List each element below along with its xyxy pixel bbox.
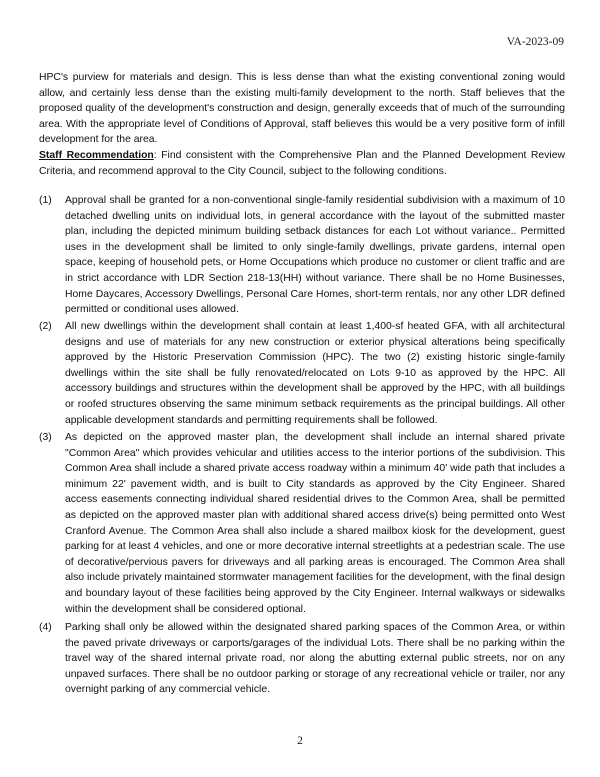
condition-item-1 — [39, 193, 565, 318]
condition-number: (1) — [39, 195, 52, 206]
condition-item-3 — [39, 430, 565, 617]
intro-paragraph: HPC's purview for materials and design. This is less dense than what the existing conventional zoning would allow, and certainly less dense than the existing multi-family development to the north. Staff believes that the proposed quality of the development's construction and design, generally exceeds that of much of the surrounding area. With the appropriate level of Conditions of Approval, staff believes this would be a very positive form of infill development for the area. — [39, 72, 565, 146]
document-id: VA-2023-09 — [506, 36, 564, 48]
condition-text: Parking shall only be allowed within the designated shared parking spaces of the Common Area, or within the paved private driveways or carports/garages of the individual Lots. There shall be no parking within the travel way of the shared internal private road, nor along the abutting external public streets, nor on any unpaved surfaces. There shall be no outdoor parking or storage of any recreational vehicle or trailer, nor any overnight parking of any commercial vehicle. — [65, 622, 565, 696]
condition-number: (2) — [39, 321, 52, 332]
condition-text: All new dwellings within the development shall contain at least 1,400-sf heated GFA, with all architectural designs and use of materials for any new construction or exterior physical alterations being specifically approved by the Historic Preservation Commission (HPC). The two (2) existing historic single-family dwellings within the site shall be fully renovated/relocated on Lots 9-10 as approved by the HPC. All accessory buildings and structures within the development shall be approved by the HPC, with all buildings or roofed structures observing the same minimum setback requirements as the principal buildings. All other applicable development standards and permitting requirements shall be followed. — [65, 321, 565, 426]
staff-recommendation-paragraph — [39, 148, 565, 179]
staff-recommendation-label: Staff Recommendation — [39, 150, 154, 161]
condition-text: As depicted on the approved master plan, the development shall include an internal shared private "Common Area" which provides vehicular and utilities access to the interior portions of the subdivision. This Common Area shall include a shared private access roadway within a minimum 40' wide path that includes a minimum 22' pavement width, and is built to City standards as approved by the City Engineer. Shared access easements connecting individual shared residential drives to the Common Area, shall be permitted as depicted on the approved master plan with additional shared access drive(s) being permitted onto West Cranford Avenue. The Common Area shall also include a shared mailbox kiosk for the development, guest parking for at least 4 vehicles, and one or more decorative internal streetlights at a pedestrian scale. The use of decorative/pervious pavers for driveways and all parking areas is encouraged. The Common Area shall also include privately maintained stormwater management facilities for the development, with the final design and boundary layout of these facilities being approved by the City Engineer. Internal walkways or sidewalks within the development shall be considered optional. — [65, 432, 565, 615]
condition-item-2 — [39, 319, 565, 428]
staff-recommendation-text: Find consistent with the Comprehensive Plan and the Planned Development Review Criteria, and recommend approval to the City Council, subject to the following conditions. — [39, 150, 565, 177]
condition-number: (4) — [39, 622, 52, 633]
condition-text: Approval shall be granted for a non-conventional single-family residential subdivision with a maximum of 10 detached dwelling units on individual lots, in general accordance with the layout of the submitted master plan, including the depicted minimum building setback distances for each Lot without variance.. Permitted uses in the development shall be limited to only single-family dwellings, private gardens, internal open space, keeping of household pets, or Home Occupations which produce no customer or client traffic and are in strict accordance with LDR Section 218-13(HH) without variance. There shall be no Home Businesses, Home Daycares, Accessory Dwellings, Personal Care Homes, short-term rentals, nor any other LDR defined permitted or conditional uses allowed. — [65, 195, 565, 316]
staff-recommendation-separator: : — [153, 150, 157, 161]
condition-number: (3) — [39, 432, 52, 443]
condition-item-4 — [39, 620, 565, 698]
page-number: 2 — [297, 735, 303, 747]
